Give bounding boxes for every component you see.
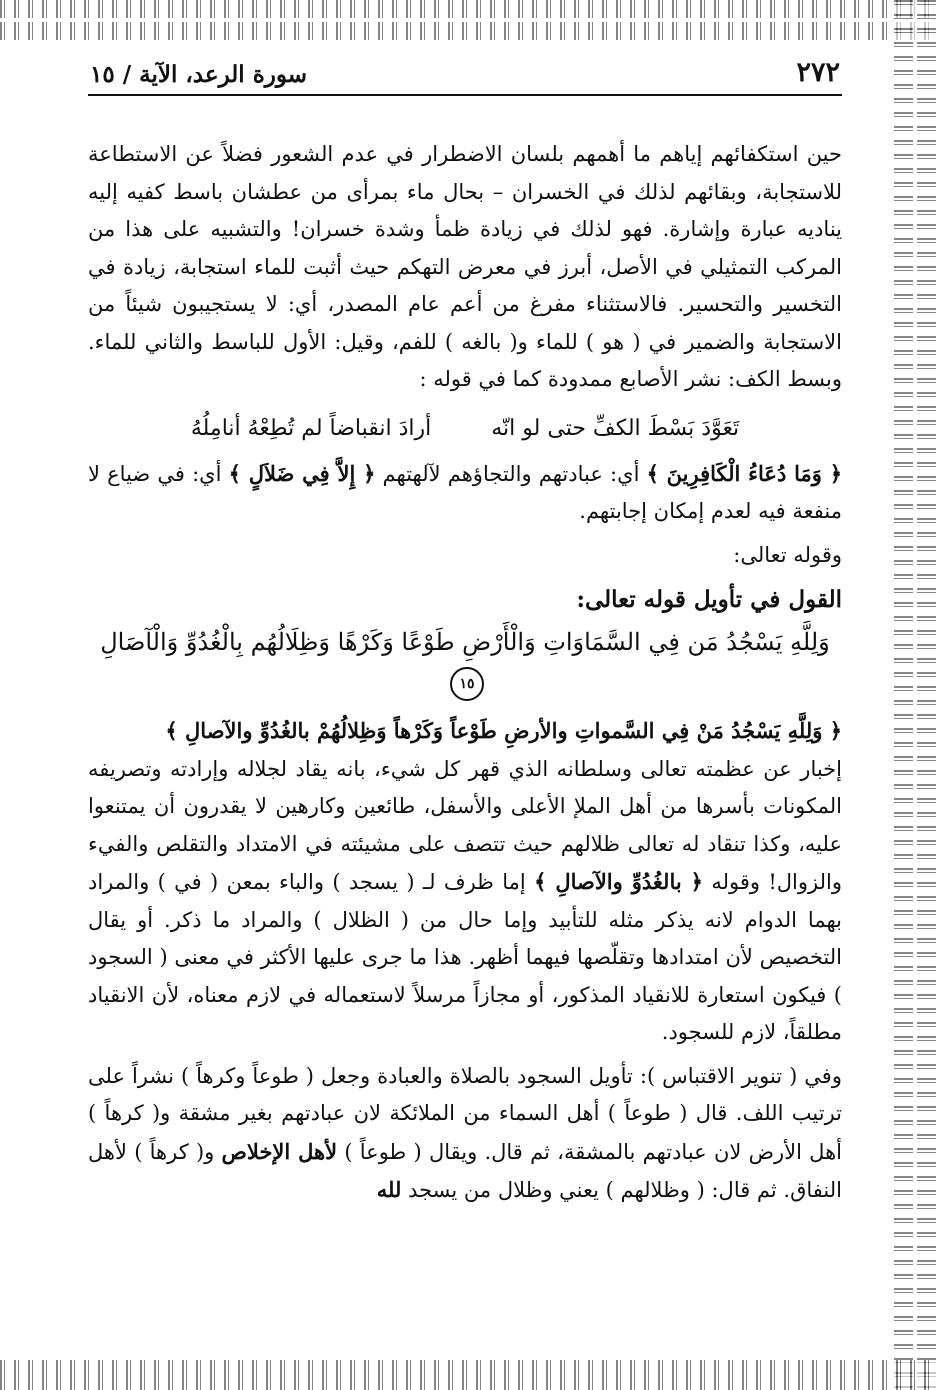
paragraph-5	[88, 1058, 842, 1210]
poem-verse	[88, 411, 842, 447]
paragraph-2	[88, 455, 842, 531]
poem-hemistich-first: تَعَوَّدَ بَسْطَ الكفِّ حتى لو انّه	[491, 415, 740, 441]
paragraph-4	[88, 712, 842, 1052]
quran-verse	[88, 622, 842, 702]
paragraph-text: وفي ( تنوير الاقتباس ): تأويل السجود بالصلاة والعبادة وجعل ( طوعاً وكرهاً ) نشراً على ترتيب اللف. قال ( طوعاً ) أهل السماء من الملائكة لان عبادتهم بغير مشقة و( كرهاً ) أهل الأرض لان عبادتهم بالمشقة، ثم قال. ويقال ( طوعاً )	[88, 1063, 842, 1164]
paragraph-3: وقوله تعالى:	[733, 542, 842, 567]
paragraph-text: و( كرهاً ) لأهل النفاق. ثم قال: ( وظلالهم ) يعني وظلال من يسجد	[88, 1139, 842, 1202]
paragraph-text: أي: عبادتهم والتجاؤهم لآلهتهم	[375, 461, 647, 486]
paragraph-text: إخبار عن عظمته تعالى وسلطانه الذي قهر كل شيء، بانه يقاد لجلاله وإرادته وتصريفه المكونات بأسرها من أهل الملإ الأعلى والأسفل، طائعين وكارهين لا يقدرون أن يمتنعوا عليه، وكذا تنقاد له تعالى ظلالهم حيث تتصف على مشيئته في الامتداد والتقلص والفيء والزوال! وقوله	[88, 756, 842, 894]
bold-phrase: لأهل الإخلاص	[221, 1138, 338, 1164]
right-ornamental-border	[894, 0, 936, 1390]
quran-verse-text: وَلِلَّهِ يَسْجُدُ مَن فِي السَّمَاوَاتِ وَالْأَرْضِ طَوْعًا وَكَرْهًا وَظِلَالُهُم بِالْغُدُوِّ وَالْآصَالِ	[100, 628, 830, 656]
section-heading: القول في تأويل قوله تعالى:	[576, 586, 842, 613]
book-page	[88, 52, 842, 1348]
paragraph-text: إما ظرف لـ ( يسجد ) والباء بمعن ( في ) والمراد بهما الدوام لانه يذكر مثله للتأبيد وإما حال من ( الظلال ) والمراد ما ذكر. أو يقال التخصيص لأن امتدادها وتقلّصها فيهما أظهر. هذا ما جرى عليها الأكثر في معنى ( السجود ) فيكون استعارة للانقياد المذكور، أو مجازاً مرسلاً لاستعماله في لازم معناه، لأن الانقياد مطلقاً، لازم للسجود.	[88, 870, 842, 1044]
ayah-number-mark: ١٥	[450, 667, 484, 701]
quran-quote: ﴿ بالغُدُوِّ والآصالِ ﴾	[534, 869, 703, 894]
paragraph-1: حين استكفائهم إياهم ما أهمهم بلسان الاضطرار في عدم الشعور فضلاً عن الاستطاعة للاستجابة، وبقائهم لذلك في الخسران – بحال ماء بمرأى من عطشان باسط كفيه إليه يناديه عبارة وإشارة. فهو لذلك في زيادة ظمأ وشدة خسران! والتشبيه على هذا من المركب التمثيلي في الأصل، أبرز في معرض التهكم حيث أثبت للماء استجابة، زيادة في التخسير والتحسير. فالاستثناء مفرغ من أعم عام المصدر، أي: لا يستجيبون شيئاً من الاستجابة والضمير في ( هو ) للماء و( بالغه ) للفم، وقيل: الأول للباسط والثاني للماء. وبسط الكف: نشر الأصابع ممدودة كما في قوله :	[88, 142, 842, 391]
quran-quote: ﴿ وَلِلَّهِ يَسْجُدُ مَنْ فِي السَّمواتِ والأرضِ طَوْعاً وَكَرْهاً وَظِلالُهُمْ بالغُدُوِّ والآصالِ ﴾	[165, 718, 842, 743]
bottom-ornamental-border	[0, 1360, 936, 1390]
poem-hemistich-second: أرادَ انقباضاً لم تُطِعْهُ أنامِلُهُ	[190, 415, 432, 441]
bold-phrase: لله	[376, 1177, 402, 1202]
page-number: ٢٧٢	[796, 57, 840, 88]
quran-quote: ﴿ إِلاَّ فِي ضَلاَلٍ ﴾	[228, 460, 376, 486]
quran-quote: ﴿ وَمَا دُعَاءُ الْكَافِرِينَ ﴾	[646, 460, 843, 486]
page-header	[88, 52, 842, 96]
paragraph-text: أي: في ضياع لا منفعة فيه لعدم إمكان إجابتهم.	[88, 461, 842, 523]
surah-title: سورة الرعد، الآية / ١٥	[90, 61, 308, 88]
top-ornamental-border	[0, 0, 936, 40]
